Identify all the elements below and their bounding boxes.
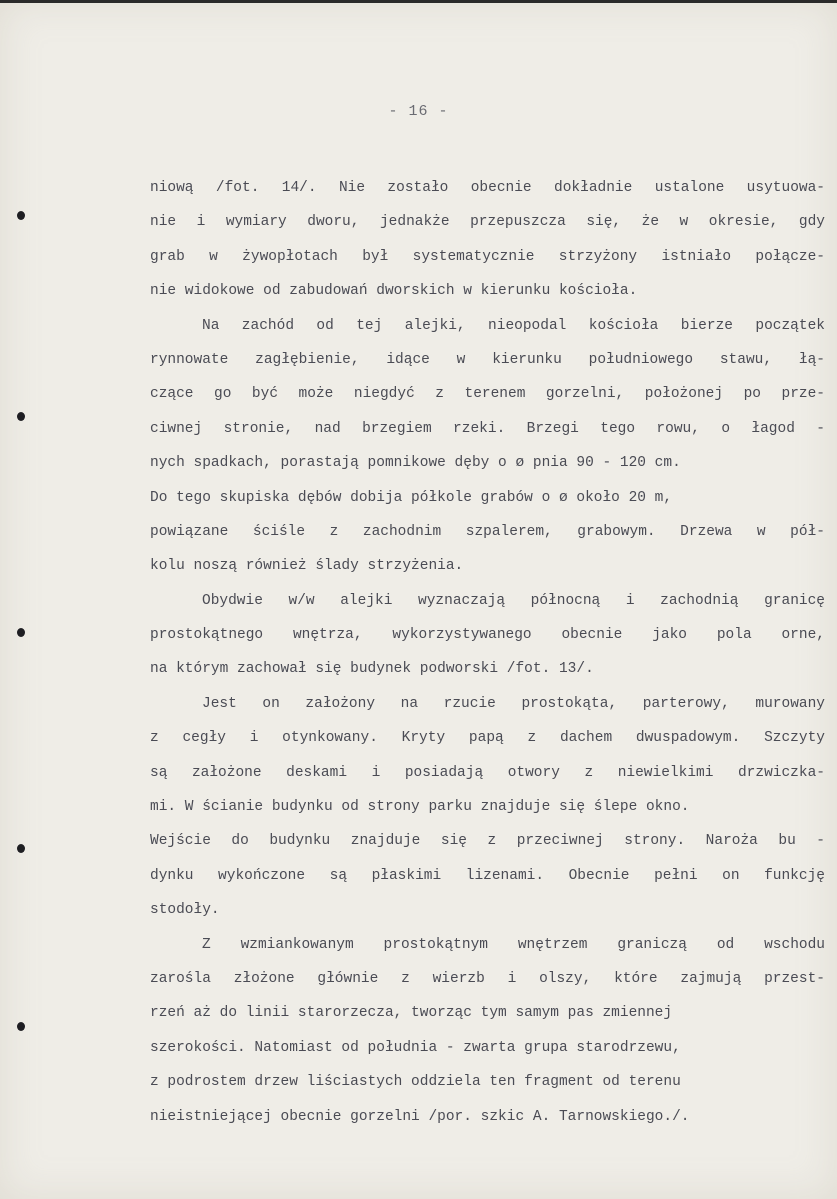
text-line: nych spadkach, porastają pomnikowe dęby o ø pnia 90 - 120 cm. (150, 455, 681, 472)
text-line: mi. W ścianie budynku od strony parku znajduje się ślepe okno. (150, 799, 690, 816)
text-line: Do tego skupiska dębów dobija półkole grabów o ø około 20 m, (150, 489, 673, 506)
text-line: nie i wymiary dworu, jednakże przepuszcza się, że w okresie, gdy (150, 214, 825, 231)
text-line: rzeń aż do linii starorzecza, tworząc tym samym pas zmiennej (150, 1005, 673, 1022)
text-line: rynnowate zagłębienie, idące w kierunku południowego stawu, łą- (150, 351, 825, 368)
text-line: dynku wykończone są płaskimi lizenami. Obecnie pełni on funkcję (150, 867, 825, 884)
text-line: czące go być może niegdyć z terenem gorzelni, położonej po prze- (150, 386, 825, 403)
text-line: niową /fot. 14/. Nie zostało obecnie dokładnie ustalone usytuowa- (150, 180, 825, 196)
scan-top-edge (0, 0, 837, 3)
text-line: z cegły i otynkowany. Kryty papą z dachem dwuspadowym. Szczyty (150, 730, 825, 747)
text-line: Wejście do budynku znajduje się z przeciwnej strony. Naroża bu - (150, 833, 825, 850)
text-line: Z wzmiankowanym prostokątnym wnętrzem graniczą od wschodu (202, 936, 825, 953)
text-line: szerokości. Natomiast od południa - zwarta grupa starodrzewu, (150, 1039, 681, 1056)
text-line: stodoły. (150, 902, 220, 919)
text-line: nieistniejącej obecnie gorzelni /por. szkic A. Tarnowskiego./. (150, 1108, 690, 1125)
punch-hole-icon (17, 412, 25, 421)
text-line: zarośla złożone głównie z wierzb i olszy, które zajmują przest- (150, 970, 825, 987)
punch-hole-icon (17, 211, 25, 220)
text-line: kolu noszą również ślady strzyżenia. (150, 558, 464, 575)
text-line: nie widokowe od zabudowań dworskich w kierunku kościoła. (150, 283, 638, 300)
punch-hole-icon (17, 628, 25, 637)
text-line: są założone deskami i posiadają otwory z niewielkimi drzwiczka- (150, 764, 825, 781)
text-line: ciwnej stronie, nad brzegiem rzeki. Brzegi tego rowu, o łagod - (150, 420, 825, 437)
text-line: z podrostem drzew liściastych oddziela ten fragment od terenu (150, 1074, 681, 1091)
punch-hole-icon (17, 1022, 25, 1031)
text-line: Na zachód od tej alejki, nieopodal kościoła bierze początek (202, 317, 825, 334)
punch-hole-icon (17, 844, 25, 853)
text-line: prostokątnego wnętrza, wykorzystywanego obecnie jako pola orne, (150, 627, 825, 644)
text-line: na którym zachował się budynek podworski /fot. 13/. (150, 661, 594, 678)
text-line: powiązane ściśle z zachodnim szpalerem, grabowym. Drzewa w pół- (150, 523, 825, 540)
text-line: Jest on założony na rzucie prostokąta, parterowy, murowany (202, 695, 825, 712)
body-text (150, 171, 825, 1134)
text-line: Obydwie w/w alejki wyznaczają północną i zachodnią granicę (202, 592, 825, 609)
page-number: - 16 - (388, 103, 449, 120)
text-line: grab w żywopłotach był systematycznie strzyżony istniało połącze- (150, 248, 825, 265)
